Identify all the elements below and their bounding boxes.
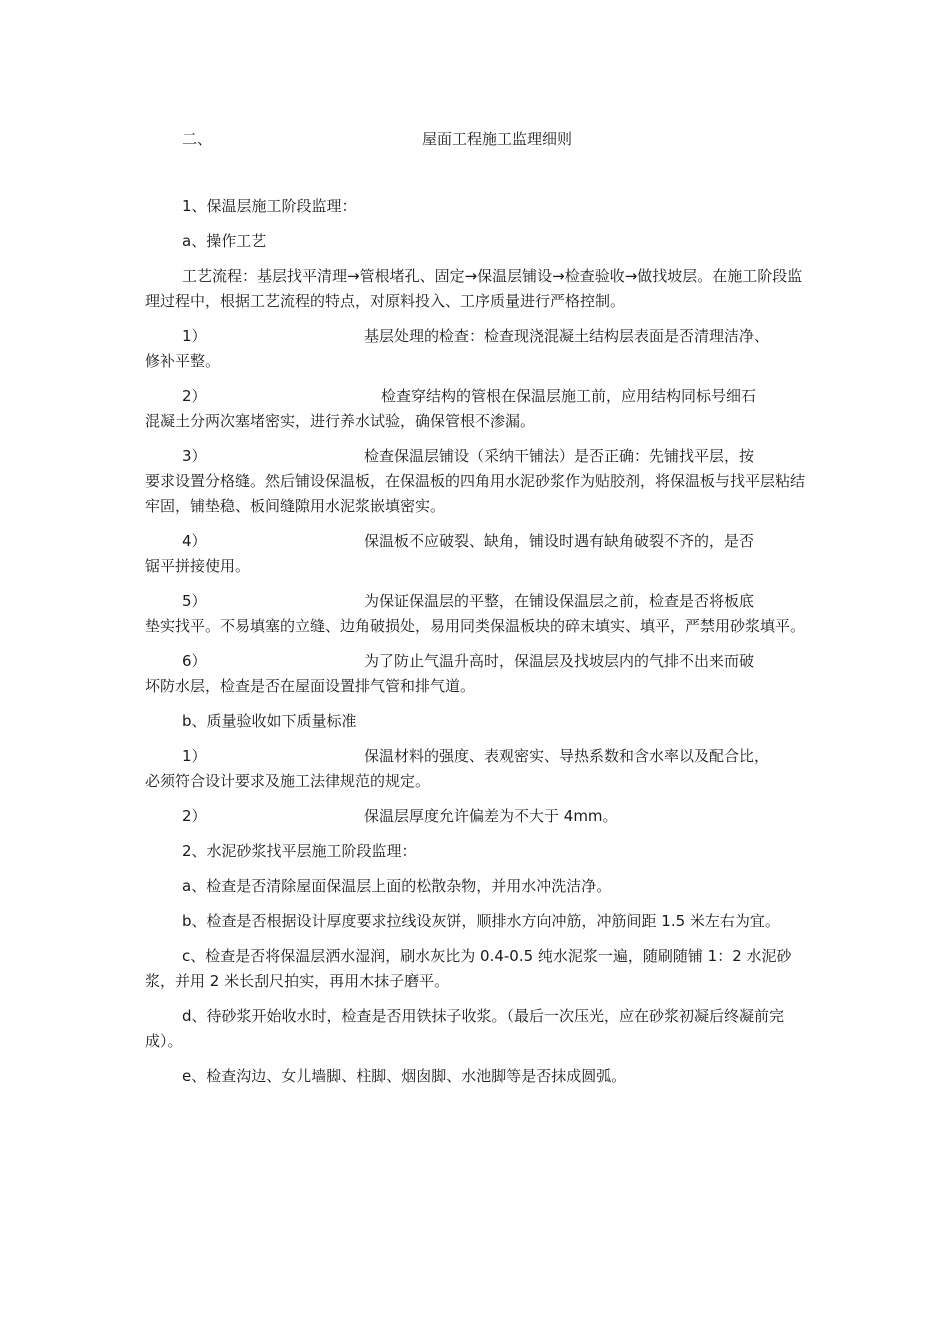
list-item: b、检查是否根据设计厚度要求拉线设灰饼，顺排水方向冲筋，冲筋间距 1.5 米左右为宜。 (182, 912, 780, 930)
item-text-first: 为了防止气温升高时，保温层及找坡层内的气排不出来而破 (364, 652, 755, 670)
title-number: 二、 (182, 130, 213, 148)
item-number: 2） (182, 807, 207, 825)
item-number: 6） (182, 652, 207, 670)
item-text-first: 保温材料的强度、表观密实、导热系数和含水率以及配合比， (364, 747, 770, 765)
item-text-rest: 垫实找平。不易填塞的立缝、边角破损处，易用同类保温板块的碎末填实、填平，严禁用砂浆填平。 (145, 617, 806, 635)
item-text-first: 检查穿结构的管根在保温层施工前，应用结构同标号细石 (381, 387, 757, 405)
document-title (0, 124, 950, 150)
list-item (145, 744, 805, 794)
section-1-heading: 1、保温层施工阶段监理： (182, 197, 357, 215)
item-number: 1） (182, 327, 207, 345)
section-2-heading: 2、水泥砂浆找平层施工阶段监理： (182, 842, 417, 860)
item-text-rest: 要求设置分格缝。然后铺设保温板，在保温板的四角用水泥砂浆作为贴胶剂，将保温板与找平层粘结牢固，铺垫稳、板间缝隙用水泥浆嵌填密实。 (145, 472, 806, 515)
item-number: 3） (182, 447, 207, 465)
list-item (145, 649, 805, 699)
subsection-b-heading: b、质量验收如下质量标准 (182, 712, 357, 730)
list-item (145, 384, 805, 434)
list-item: a、检查是否清除屋面保温层上面的松散杂物，并用水冲洗洁净。 (182, 877, 612, 895)
item-text-first: 基层处理的检查：检查现浇混凝土结构层表面是否清理洁净、 (364, 327, 770, 345)
list-item (145, 444, 805, 519)
item-text-first: 保温板不应破裂、缺角，铺设时遇有缺角破裂不齐的，是否 (364, 532, 755, 550)
subsection-a-heading: a、操作工艺 (182, 232, 267, 250)
list-item: c、检查是否将保温层洒水湿润，刷水灰比为 0.4-0.5 纯水泥浆一遍，随刷随铺 1：2 水泥砂浆，并用 2 米长刮尺拍实，再用木抹子磨平。 (145, 947, 792, 990)
item-number: 5） (182, 592, 207, 610)
item-text-first: 检查保温层铺设（采纳干铺法）是否正确：先铺找平层，按 (364, 447, 755, 465)
item-number: 4） (182, 532, 207, 550)
list-item (145, 324, 805, 374)
list-item: d、待砂浆开始收水时，检查是否用铁抹子收浆。（最后一次压光，应在砂浆初凝后终凝前完成）。 (145, 1007, 785, 1050)
item-text-first: 为保证保温层的平整，在铺设保温层之前，检查是否将板底 (364, 592, 755, 610)
document-body (145, 194, 805, 1099)
item-text-first: 保温层厚度允许偏差为不大于 4mm。 (364, 807, 618, 825)
title-text: 屋面工程施工监理细则 (422, 130, 573, 148)
item-text-rest: 坏防水层，检查是否在屋面设置排气管和排气道。 (145, 677, 476, 695)
list-item (145, 529, 805, 579)
item-text-rest: 锯平拼接使用。 (145, 557, 251, 575)
list-item: e、检查沟边、女儿墙脚、柱脚、烟囱脚、水池脚等是否抹成圆弧。 (182, 1067, 627, 1085)
list-item (145, 804, 805, 829)
item-number: 1） (182, 747, 207, 765)
list-item (145, 589, 805, 639)
item-text-rest: 修补平整。 (145, 352, 221, 370)
item-number: 2） (182, 387, 207, 405)
item-text-rest: 混凝土分两次塞堵密实，进行养水试验，确保管根不渗漏。 (145, 412, 536, 430)
item-text-rest: 必须符合设计要求及施工法律规范的规定。 (145, 772, 431, 790)
process-paragraph: 工艺流程：基层找平清理→管根堵孔、固定→保温层铺设→检查验收→做找坡层。在施工阶段监理过程中，根据工艺流程的特点，对原料投入、工序质量进行严格控制。 (145, 267, 803, 310)
